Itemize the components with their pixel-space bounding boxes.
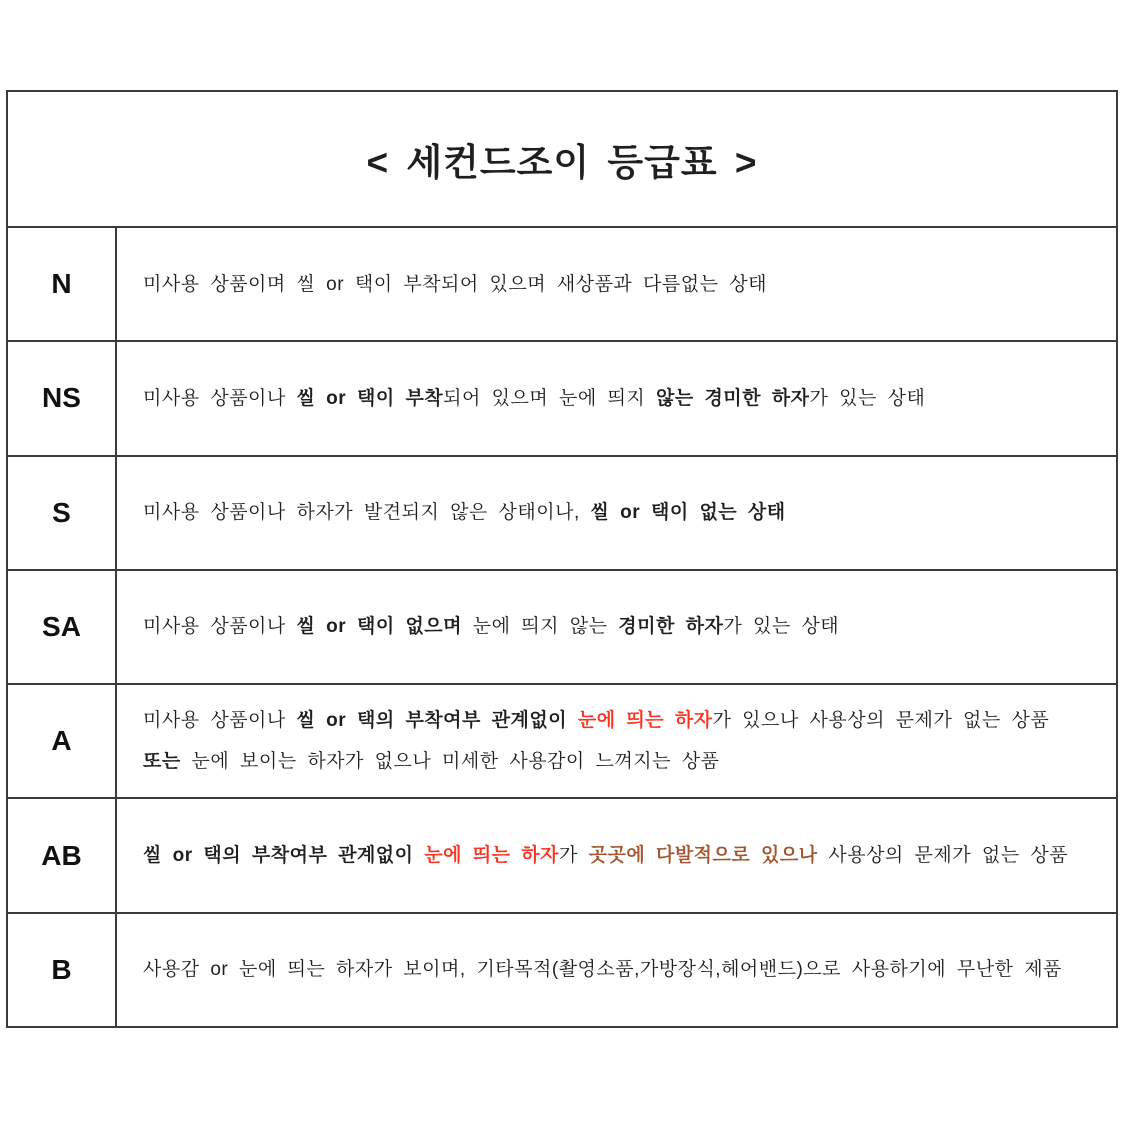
description-cell bbox=[117, 342, 1116, 454]
description-line bbox=[143, 835, 1098, 876]
text-segment: 곳곳에 다발적으로 있으나 bbox=[588, 845, 818, 867]
text-segment: 씰 or 택이 없으며 bbox=[296, 616, 463, 638]
description-cell bbox=[117, 571, 1116, 683]
table-title: < 세컨드조이 등급표 > bbox=[366, 142, 758, 183]
description-line bbox=[143, 949, 1098, 990]
grade-cell: B bbox=[8, 914, 117, 1026]
text-segment: 미사용 상품이나 bbox=[143, 710, 297, 732]
description-cell bbox=[117, 685, 1116, 797]
text-segment: 미사용 상품이나 bbox=[143, 387, 297, 409]
text-segment: 미사용 상품이며 씰 or 택이 부착되어 있으며 새상품과 다름없는 상태 bbox=[143, 273, 767, 295]
text-segment: 가 bbox=[558, 845, 589, 867]
text-segment: 가 있는 상태 bbox=[809, 387, 926, 409]
text-segment: 씰 or 택의 부착여부 관계없이 bbox=[296, 710, 578, 732]
description-line bbox=[143, 264, 1098, 305]
text-segment: 또는 bbox=[143, 751, 181, 773]
table-row bbox=[8, 799, 1116, 913]
text-segment: 씰 or 택이 없는 상태 bbox=[590, 502, 786, 524]
grade-cell: SA bbox=[8, 571, 117, 683]
grade-table bbox=[6, 90, 1118, 1028]
description-line bbox=[143, 378, 1098, 419]
text-segment: 눈에 띄는 하자 bbox=[424, 845, 559, 867]
table-row bbox=[8, 342, 1116, 456]
text-segment: 사용상의 문제가 없는 상품 bbox=[817, 845, 1069, 867]
text-segment: 경미한 하자 bbox=[618, 616, 724, 638]
text-segment: 되어 있으며 눈에 띄지 bbox=[443, 387, 656, 409]
description-line bbox=[143, 700, 1098, 741]
text-segment: 눈에 띄지 않는 bbox=[462, 616, 619, 638]
text-segment: 눈에 보이는 하자가 없으나 미세한 사용감이 느껴지는 상품 bbox=[180, 751, 720, 773]
grade-cell: N bbox=[8, 228, 117, 340]
grade-cell: S bbox=[8, 457, 117, 569]
text-segment: 가 있는 상태 bbox=[723, 616, 840, 638]
text-segment: 사용감 or 눈에 띄는 하자가 보이며, 기타목적(촬영소품,가방장식,헤어밴드)으로 사용하기에 무난한 제품 bbox=[143, 959, 1062, 981]
grade-cell: NS bbox=[8, 342, 117, 454]
table-row bbox=[8, 685, 1116, 799]
table-row bbox=[8, 914, 1116, 1026]
grade-cell: AB bbox=[8, 799, 117, 911]
text-segment: 씰 or 택이 부착 bbox=[296, 387, 444, 409]
text-segment: 가 있으나 사용상의 문제가 없는 상품 bbox=[712, 710, 1050, 732]
text-segment: 미사용 상품이나 하자가 발견되지 않은 상태이나, bbox=[143, 502, 591, 524]
text-segment: 않는 경미한 하자 bbox=[655, 387, 810, 409]
description-line bbox=[143, 492, 1098, 533]
text-segment: 씰 or 택의 부착여부 관계없이 bbox=[143, 845, 425, 867]
description-cell bbox=[117, 457, 1116, 569]
table-row bbox=[8, 571, 1116, 685]
description-cell bbox=[117, 914, 1116, 1026]
description-cell bbox=[117, 228, 1116, 340]
description-cell bbox=[117, 799, 1116, 911]
text-segment: 미사용 상품이나 bbox=[143, 616, 297, 638]
table-row bbox=[8, 228, 1116, 342]
grade-cell: A bbox=[8, 685, 117, 797]
text-segment: 눈에 띄는 하자 bbox=[577, 710, 713, 732]
description-line bbox=[143, 606, 1098, 647]
table-title-row bbox=[8, 92, 1116, 228]
table-row bbox=[8, 457, 1116, 571]
description-line bbox=[143, 741, 1098, 782]
